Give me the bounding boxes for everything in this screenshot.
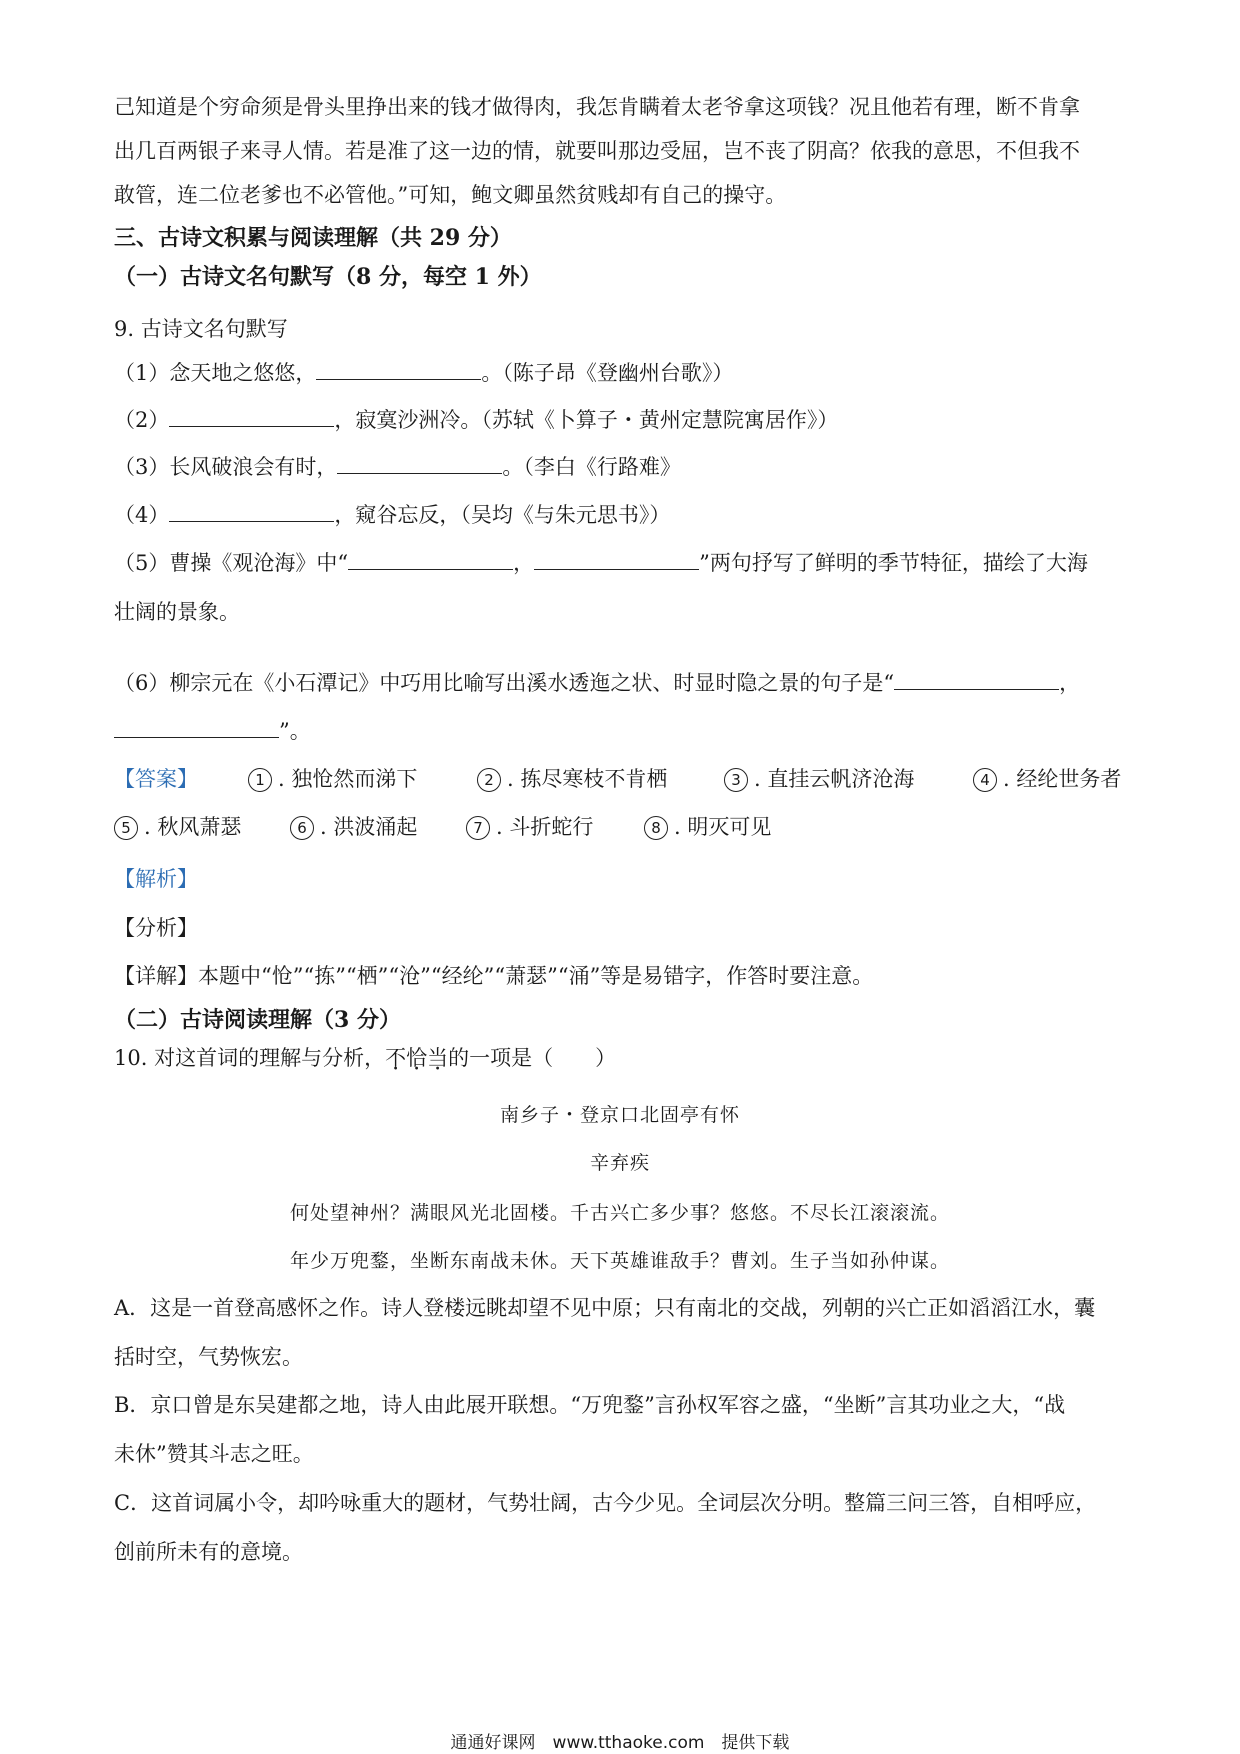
circled-number: 7 [466, 816, 490, 840]
option-c-line-1: C．这首词属小令，却吟咏重大的题材，气势壮阔，古今少见。全词层次分明。整篇三问三答，自相呼应， [114, 1491, 1097, 1515]
emphasis-char: 不 [385, 1046, 407, 1070]
poem-line-1: 何处望神州？满眼风光北固楼。千古兴亡多少事？悠悠。不尽长江滚滚流。 [289, 1202, 950, 1224]
emphasis-char: 恰 [406, 1046, 428, 1070]
q9-item-2 [114, 405, 838, 435]
section-3-title: 三、古诗文积累与阅读理解（共 29 分） [114, 225, 512, 251]
q9-item-3-post: 。（李白《行路难》 [502, 455, 681, 479]
circled-number: 8 [644, 816, 668, 840]
subsection-2-title: （二）古诗阅读理解（3 分） [114, 1007, 401, 1033]
q9-item-6-mid: ， [1059, 671, 1081, 695]
answer-text: . 直挂云帆济沧海 [754, 767, 915, 791]
detail-text: 【详解】本题中“怆”“拣”“栖”“沧”“经纶”“萧瑟”“涌”等是易错字，作答时要注意。 [114, 964, 874, 988]
circled-number: 4 [973, 768, 997, 792]
q9-item-6-continued [114, 716, 311, 746]
q10-stem-post: 的一项是（ ） [448, 1046, 617, 1070]
intro-line-2: 出几百两银子来寻人情。若是准了这一边的情，就要叫那边受屈，岂不丧了阴高？依我的意思，不但我不 [114, 139, 1080, 163]
answer-blank [316, 359, 481, 380]
q9-item-1 [114, 358, 733, 388]
footer-source: 通通好课网 www.tthaoke.com 提供下载 [450, 1733, 790, 1753]
q9-item-4 [114, 500, 670, 530]
answer-item-6 [290, 812, 417, 842]
option-b-line-2: 未休”赞其斗志之旺。 [114, 1442, 314, 1466]
q9-item-1-post: 。（陈子昂《登幽州台歌》） [481, 361, 734, 385]
circled-number: 5 [114, 816, 138, 840]
circled-number: 3 [724, 768, 748, 792]
q9-item-4-post: ，窥谷忘反，（吴均《与朱元思书》） [334, 503, 671, 527]
fenxi-label: 【分析】 [114, 916, 198, 940]
answer-label: 【答案】 [114, 767, 198, 791]
answer-blank [169, 501, 334, 522]
option-b-line-1: B．京口曾是东吴建都之地，诗人由此展开联想。“万兜鍪”言孙权军容之盛，“坐断”言其功业之大，“战 [114, 1393, 1066, 1417]
q9-item-3-pre: （3）长风破浪会有时， [114, 455, 338, 479]
q9-item-5-continued: 壮阔的景象。 [114, 600, 240, 624]
q9-item-2-post: ，寂寞沙洲冷。（苏轼《卜算子・黄州定慧院寓居作》） [334, 408, 839, 432]
q9-item-6 [114, 668, 1080, 698]
answer-item-1 [248, 764, 417, 794]
q9-item-6-pre: （6）柳宗元在《小石潭记》中巧用比喻写出溪水透迤之状、时显时隐之景的句子是“ [114, 671, 895, 695]
answer-item-5 [114, 812, 241, 842]
q9-item-1-pre: （1）念天地之悠悠， [114, 361, 317, 385]
q9-item-4-pre: （4） [114, 503, 170, 527]
q9-item-5-mid: ， [513, 551, 535, 575]
option-c-line-2: 创前所未有的意境。 [114, 1540, 303, 1564]
q9-item-2-pre: （2） [114, 408, 170, 432]
poem-line-2: 年少万兜鍪，坐断东南战未休。天下英雄谁敌手？曹刘。生子当如孙仲谋。 [289, 1250, 950, 1272]
option-a-line-2: 括时空，气势恢宏。 [114, 1345, 303, 1369]
option-a-line-1: A．这是一首登高感怀之作。诗人登楼远眺却望不见中原；只有南北的交战，列朝的兴亡正如滔滔江水，囊 [114, 1296, 1096, 1320]
answer-item-8 [644, 812, 771, 842]
answer-text: . 斗折蛇行 [496, 815, 594, 839]
answer-blank [169, 406, 334, 427]
q9-item-5 [114, 548, 1088, 578]
answer-blank [114, 717, 279, 738]
question-9-title: 9. 古诗文名句默写 [114, 317, 288, 341]
answer-text: . 秋风萧瑟 [144, 815, 242, 839]
q10-stem-pre: 10. 对这首词的理解与分析， [114, 1046, 386, 1070]
answer-item-7 [466, 812, 593, 842]
question-10-stem [114, 1043, 616, 1073]
q9-item-5-post: ”两句抒写了鲜明的季节特征，描绘了大海 [699, 551, 1088, 575]
answer-item-2 [477, 764, 667, 794]
emphasis-char: 当 [427, 1046, 449, 1070]
answer-item-3 [724, 764, 914, 794]
circled-number: 6 [290, 816, 314, 840]
circled-number: 1 [248, 768, 272, 792]
answer-blank [534, 549, 699, 570]
answer-blank [337, 453, 502, 474]
answer-text: . 经纶世务者 [1003, 767, 1122, 791]
answer-blank [348, 549, 513, 570]
answer-text: . 洪波涌起 [320, 815, 418, 839]
answer-text: . 明灭可见 [674, 815, 772, 839]
poem-title: 南乡子・登京口北固亭有怀 [499, 1104, 740, 1126]
circled-number: 2 [477, 768, 501, 792]
answer-blank [894, 669, 1059, 690]
analysis-label: 【解析】 [114, 867, 198, 891]
q9-item-5-pre: （5）曹操《观沧海》中“ [114, 551, 349, 575]
intro-line-1: 己知道是个穷命须是骨头里挣出来的钱才做得肉，我怎肯瞒着太老爷拿这项钱？况且他若有理，断不肯拿 [114, 95, 1080, 119]
answer-text: . 独怆然而涕下 [278, 767, 418, 791]
q9-item-6-post: ”。 [279, 719, 311, 743]
answer-text: . 拣尽寒枝不肯栖 [507, 767, 668, 791]
q9-item-3 [114, 452, 681, 482]
poem-author: 辛弃疾 [589, 1152, 650, 1174]
subsection-1-title: （一）古诗文名句默写（8 分，每空 1 外） [114, 264, 542, 290]
answer-item-4 [973, 764, 1121, 794]
intro-line-3: 敢管，连二位老爹也不必管他。”可知，鲍文卿虽然贫贱却有自己的操守。 [114, 183, 787, 207]
